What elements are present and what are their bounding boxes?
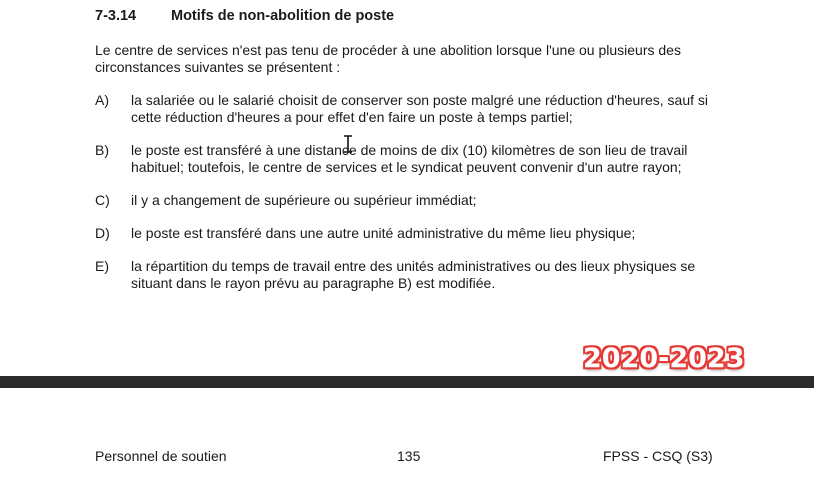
page-number: 135 <box>397 448 421 464</box>
section-number: 7-3.14 <box>95 8 137 24</box>
list-item-letter: D) <box>95 225 110 241</box>
list-item-letter: B) <box>95 142 109 158</box>
intro-paragraph: Le centre de services n'est pas tenu de procéder à une abolition lorsque l'une ou plusieurs des circonstances suivantes se présentent : <box>95 42 681 75</box>
page-break-divider <box>0 376 814 388</box>
list-item-text: il y a changement de supérieure ou supérieur immédiat; <box>131 192 477 208</box>
section-heading <box>95 8 394 24</box>
list-item-d <box>95 225 735 242</box>
list-item-text: le poste est transféré dans une autre unité administrative du même lieu physique; <box>131 225 636 241</box>
list-item-letter: C) <box>95 192 110 208</box>
list-item-c <box>95 192 735 209</box>
text-cursor-icon <box>343 135 353 153</box>
list-item-text: la répartition du temps de travail entre des unités administratives ou des lieux physiques se situant dans le rayon prévu au paragraphe B) est modifiée. <box>131 258 696 291</box>
footer-right-text: FPSS - CSQ (S3) <box>603 448 713 464</box>
list-item-e <box>95 258 735 292</box>
list-item-letter: A) <box>95 92 109 108</box>
year-watermark: 2020-2023 <box>583 343 745 374</box>
list-item-letter: E) <box>95 258 109 274</box>
footer-left-text: Personnel de soutien <box>95 448 227 464</box>
list-item-text: le poste est transféré à une distance de moins de dix (10) kilomètres de son lieu de travail habituel; toutefois, le centre de services et le syndicat peuvent convenir d'un autre rayon; <box>131 142 688 175</box>
list-item-text: la salariée ou le salarié choisit de conserver son poste malgré une réduction d'heures, sauf si cette réduction d'heures a pour effet d'en faire un poste à temps partiel; <box>131 92 708 125</box>
list-item-a <box>95 92 735 126</box>
list-item-b <box>95 142 735 176</box>
section-title: Motifs de non-abolition de poste <box>171 8 395 24</box>
